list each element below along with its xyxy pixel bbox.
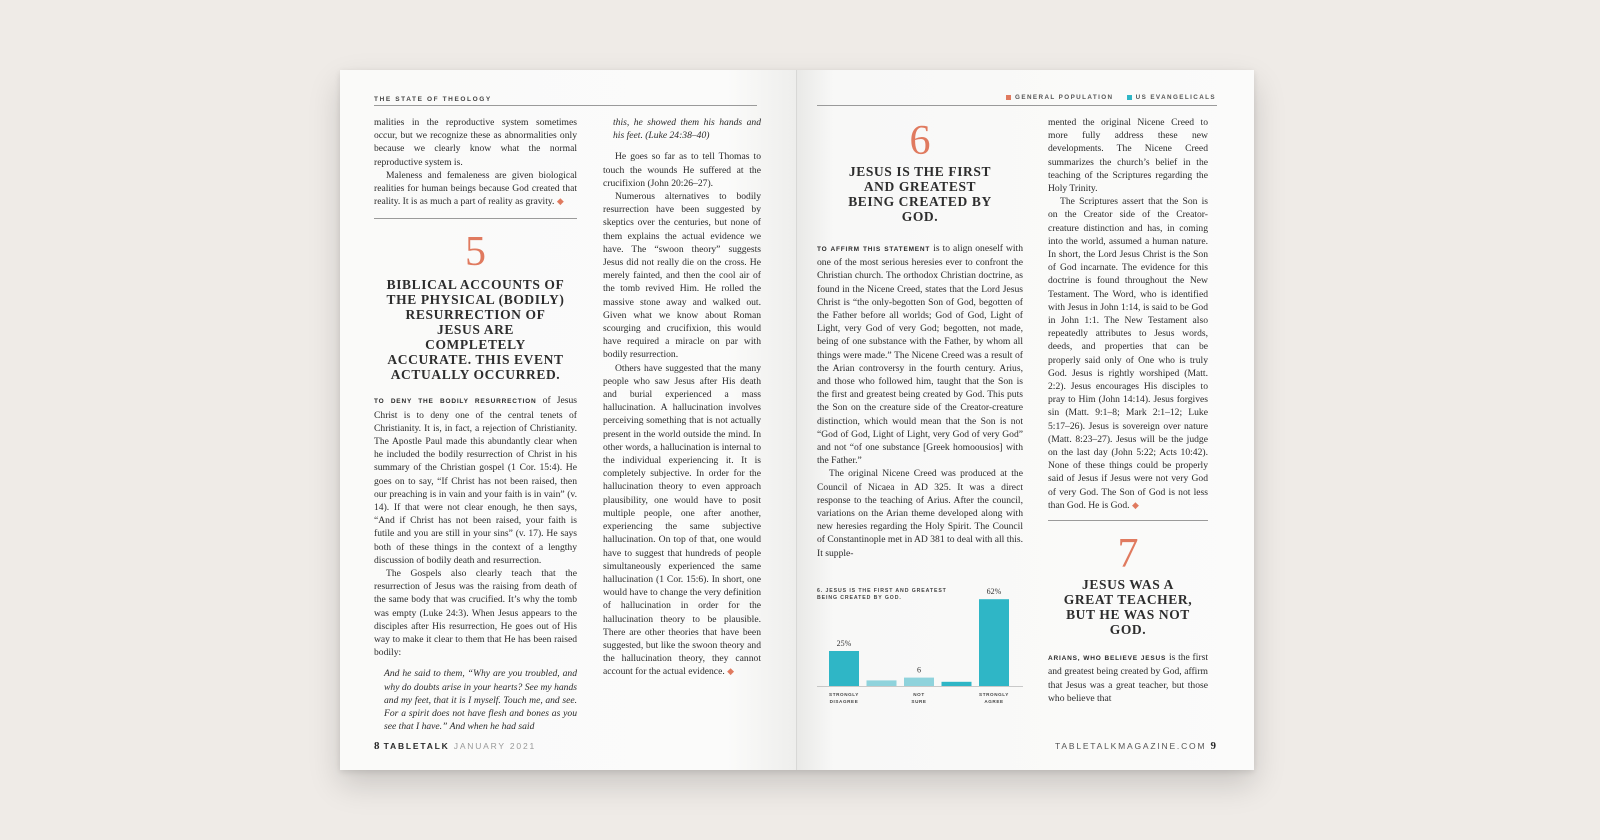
chart-data-label: 62% (986, 587, 1002, 597)
page-footer (1055, 740, 1216, 752)
header-rule (374, 105, 757, 106)
page-footer (374, 740, 536, 752)
paragraph: Numerous alternatives to bodily resurrection have been suggested by skeptics over the centuries, but none of them explains the actual evidence we have. The “swoon theory” suggests Jesus did not really die on the cross. He merely fainted, and then the cool air of the tomb revived Him. He rolled the massive stone away and walked out. Given what we know about Roman scourging and crucifixion, this would have required a miracle on par with bodily resurrection. (603, 191, 761, 361)
chart-data-label: 6 (917, 665, 921, 675)
end-mark: ◆ (1131, 499, 1139, 510)
legend-swatch-general (1006, 95, 1011, 100)
issue-date: JANUARY 2021 (453, 741, 537, 751)
paragraph: malities in the reproductive system sometimes occur, but we recognize these as abnormalities only because we clearly know what the normal reproductive system is. (374, 117, 577, 168)
chart-bar (904, 678, 934, 686)
paragraph: The Gospels also clearly teach that the resurrection of Jesus was the raising from death of the same body that was crucified. It’s why the tomb was empty (Luke 24:3). When Jesus appears to the disciples after His resurrection, He goes out of His way to make it clear to them that He has been raised bodily: (374, 568, 577, 659)
section-rule (1048, 520, 1208, 521)
page-number: 9 (1210, 740, 1216, 752)
section-rule (374, 218, 577, 219)
legend-swatch-evangelicals (1127, 95, 1132, 100)
chart-legend (996, 94, 1216, 101)
end-mark: ◆ (727, 666, 735, 677)
chart-bar (867, 680, 897, 686)
chart-category-label: STRONGLY (829, 692, 859, 697)
website: TABLETALKMAGAZINE.COM (1055, 741, 1207, 751)
magazine-spread (340, 70, 1254, 770)
chart-bar (979, 599, 1009, 686)
paragraph: ARIANS, WHO BELIEVE JESUS is the first and greatest being created by God, affirm that Jesus was a great teacher, but those who believe that (1048, 652, 1208, 704)
statement-heading: JESUS WAS A GREAT TEACHER, BUT HE WAS NOT GOD. (1063, 577, 1193, 638)
paragraph: TO DENY THE BODILY RESURRECTION of Jesus Christ is to deny one of the central tenets of Christianity. It is, in fact, a rejection of Christianity. The Apostle Paul made this abundantly clear when he included the bodily resurrection of Christ in his summary of the Christian gospel (1 Cor. 15:4). He goes on to say, “If Christ has not been raised, then our preaching is in vain and your faith is in vain” (v. 14). If that were not clear enough, he then says, “And if Christ has not been raised, your faith is futile and you are still in your sins” (v. 17). He says both of these things in the context of a lengthy discussion of bodily death and resurrection. (374, 395, 577, 566)
chart-category-label: SURE (911, 699, 927, 704)
statement-heading: BIBLICAL ACCOUNTS OF THE PHYSICAL (BODILY) RESURRECTION OF JESUS ARE COMPLETELY ACCURATE. THIS EVENT ACTUALLY OCCURRED. (386, 277, 565, 383)
paragraph: Maleness and femaleness are given biological realities for human beings because God created that reality. It is as much a part of reality as gravity. ◆ (374, 169, 577, 208)
chart-category-label: AGREE (984, 699, 1004, 704)
chart-category-label: DISAGREE (829, 699, 859, 704)
statement-number: 5 (465, 229, 486, 276)
right-column-2 (1048, 116, 1208, 705)
lead-in: ARIANS, WHO BELIEVE JESUS (1048, 655, 1167, 663)
paragraph: The Scriptures assert that the Son is on the Creator side of the Creator-creature distinction and has, in coming into the world, assumed a human nature. In short, the Lord Jesus Christ is the Son of God incarnate. The evidence for this doctrine is found throughout the New Testament. The Word, who is identified with Jesus in John 1:14, is said to be God in John 1:1. The New Testament also repeatedly attributes to Jesus words, deeds, and properties that can be properly said only of One who is truly God. Jesus is rightly worshiped (Matt. 2:2). Jesus encourages His disciples to pray to Him (John 14:14). Jesus forgives sin (Matt. 9:1–8; Mark 2:1–12; Luke 5:17–26). Jesus is sovereign over nature (Matt. 8:23–27). Jesus will be the judge on the last day (John 5:22; Acts 10:42). None of these things could be properly said of Jesus if Jesus were not very God of very God. The Son of God is not less than God. He is God. ◆ (1048, 196, 1208, 511)
magazine-name: TABLETALK (383, 741, 450, 751)
right-column-1 (817, 120, 1023, 560)
paragraph: The original Nicene Creed was produced at the Council of Nicaea in AD 325. It was a direct response to the teaching of Arius. After the council, variations on the Arian theme developed along with new heresies regarding the Holy Spirit. The Council of Constantinople met in AD 381 to deal with all this. It supple- (817, 468, 1023, 559)
legend-evangelicals: US EVANGELICALS (1135, 94, 1216, 101)
legend-general: GENERAL POPULATION (1015, 94, 1114, 101)
paragraph: TO AFFIRM THIS STATEMENT is to align oneself with one of the most serious heresies ever to confront the Christian church. The orthodox Christian doctrine, as found in the Nicene Creed, states that the Lord Jesus Christ is “the only-begotten Son of God, begotten of the Father before all worlds; God of God, Light of Light, very God of very God; begotten, not made, being of one substance with the Father, by whom all things were made.” The Nicene Creed was a result of the Arian controversy in the fourth century. Arius, and those who followed him, taught that the Son is the first and greatest being created by God. This puts the Son on the creature side of the Creator-creature distinction, which would mean that the Son is not “God of God, Light of Light, very God of very God” and not “of one substance [Greek homoousios] with the Father.” (817, 243, 1023, 467)
chart-plot (817, 568, 1027, 718)
lead-in: TO DENY THE BODILY RESURRECTION (374, 398, 537, 406)
left-column-2 (603, 116, 761, 679)
end-mark: ◆ (556, 196, 564, 207)
running-head: THE STATE OF THEOLOGY (374, 96, 492, 103)
paragraph: He goes so far as to tell Thomas to touch the wounds He suffered at the crucifixion (John 20:26–27). (603, 151, 761, 189)
chart-bar (942, 682, 972, 686)
chart-category-label: NOT (913, 692, 925, 697)
chart-category-label: STRONGLY (979, 692, 1009, 697)
page-number: 8 (374, 740, 380, 752)
statement-number: 6 (909, 118, 931, 164)
left-column-1 (374, 116, 577, 742)
left-page (340, 70, 797, 770)
chart-bar (829, 651, 859, 686)
survey-bar-chart (817, 568, 1027, 718)
block-quote: this, he showed them his hands and his feet. (Luke 24:38–40) (613, 117, 761, 142)
chart-data-label: 25% (836, 639, 852, 648)
header-rule (817, 105, 1217, 106)
statement-number: 7 (1117, 531, 1139, 578)
paragraph: mented the original Nicene Creed to more fully address these new developments. The Nicene Creed summarizes the church’s belief in the teaching of the Scriptures regarding the Holy Trinity. (1048, 117, 1208, 195)
statement-heading: JESUS IS THE FIRST AND GREATEST BEING CREATED BY GOD. (848, 164, 992, 224)
chart-title: 6. JESUS IS THE FIRST AND GREATEST BEING CREATED BY GOD. (817, 588, 947, 601)
right-page (797, 70, 1254, 770)
lead-in: TO AFFIRM THIS STATEMENT (817, 246, 931, 253)
block-quote: And he said to them, “Why are you troubled, and why do doubts arise in your hearts? See my hands and my feet, that it is I myself. Touch me, and see. For a spirit does not have flesh and bones as you see that I have.” And when he had said (384, 668, 577, 733)
paragraph: Others have suggested that the many people who saw Jesus after His death and burial experienced a mass hallucination. A hallucination involves perceiving something that is not actually present in the world outside the mind. In other words, a hallucination is internal to the individual experiencing it. It is completely subjective. In order for the hallucination theory to even approach plausibility, one would have to posit multiple people, one after another, experiencing the same subjective hallucination. On top of that, one would have to suggest that hundreds of people simultaneously experienced the same hallucination (1 Cor. 15:6). In short, one would have to change the very definition of hallucination in order for the hallucination theory to be plausible. There are other theories that have been suggested, but like the swoon theory and the hallucination theory, they cannot account for the actual evidence. ◆ (603, 362, 761, 678)
